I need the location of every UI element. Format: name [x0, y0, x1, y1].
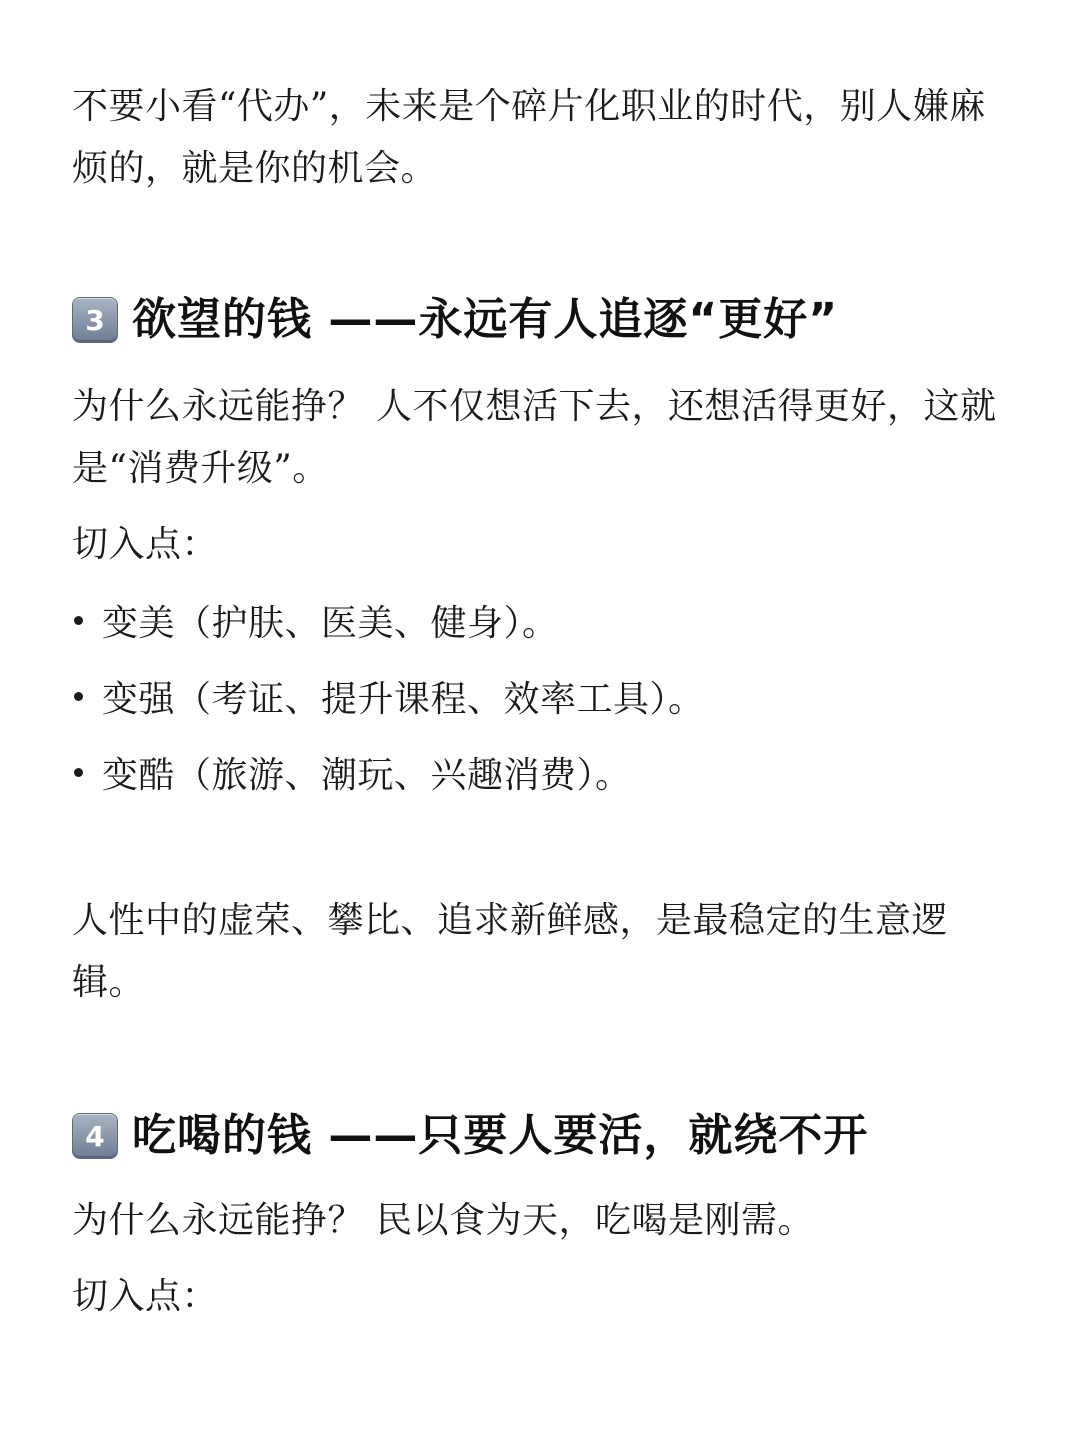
list-item	[72, 658, 1008, 734]
section-4-heading	[72, 1106, 1032, 1166]
list-item	[72, 582, 1008, 658]
bullet-dot-icon	[74, 768, 83, 777]
bullet-dot-icon	[74, 616, 83, 625]
section-4-title: 吃喝的钱 ——只要人要活，就绕不开	[132, 1110, 869, 1161]
list-item-text: 变美（护肤、医美、健身）。	[102, 602, 559, 644]
section-3-summary-paragraph: 人性中的虚荣、攀比、追求新鲜感，是最稳定的生意逻辑。	[72, 900, 949, 1003]
list-item-text: 变强（考证、提升课程、效率工具）。	[102, 678, 705, 720]
section-4-entry-label: 切入点：	[72, 1276, 219, 1317]
section-3-bullet-list	[72, 582, 1008, 810]
section-3-title: 欲望的钱 ——永远有人追逐“更好”	[132, 294, 839, 345]
section-4-why-paragraph: 为什么永远能挣？ 民以食为天，吃喝是刚需。	[72, 1200, 814, 1241]
keycap-number-4-icon: 4	[72, 1113, 118, 1159]
bullet-dot-icon	[74, 692, 83, 701]
section-3-entry-label: 切入点：	[72, 524, 219, 565]
section-3-why-paragraph: 为什么永远能挣？ 人不仅想活下去，还想活得更好，这就是“消费升级”。	[72, 386, 997, 489]
list-item-text: 变酷（旅游、潮玩、兴趣消费）。	[102, 754, 632, 796]
list-item	[72, 734, 1008, 810]
intro-paragraph: 不要小看“代办”，未来是个碎片化职业的时代，别人嫌麻烦的，就是你的机会。	[72, 86, 986, 189]
keycap-number-3-icon: 3	[72, 297, 118, 343]
section-3-heading	[72, 290, 1032, 350]
